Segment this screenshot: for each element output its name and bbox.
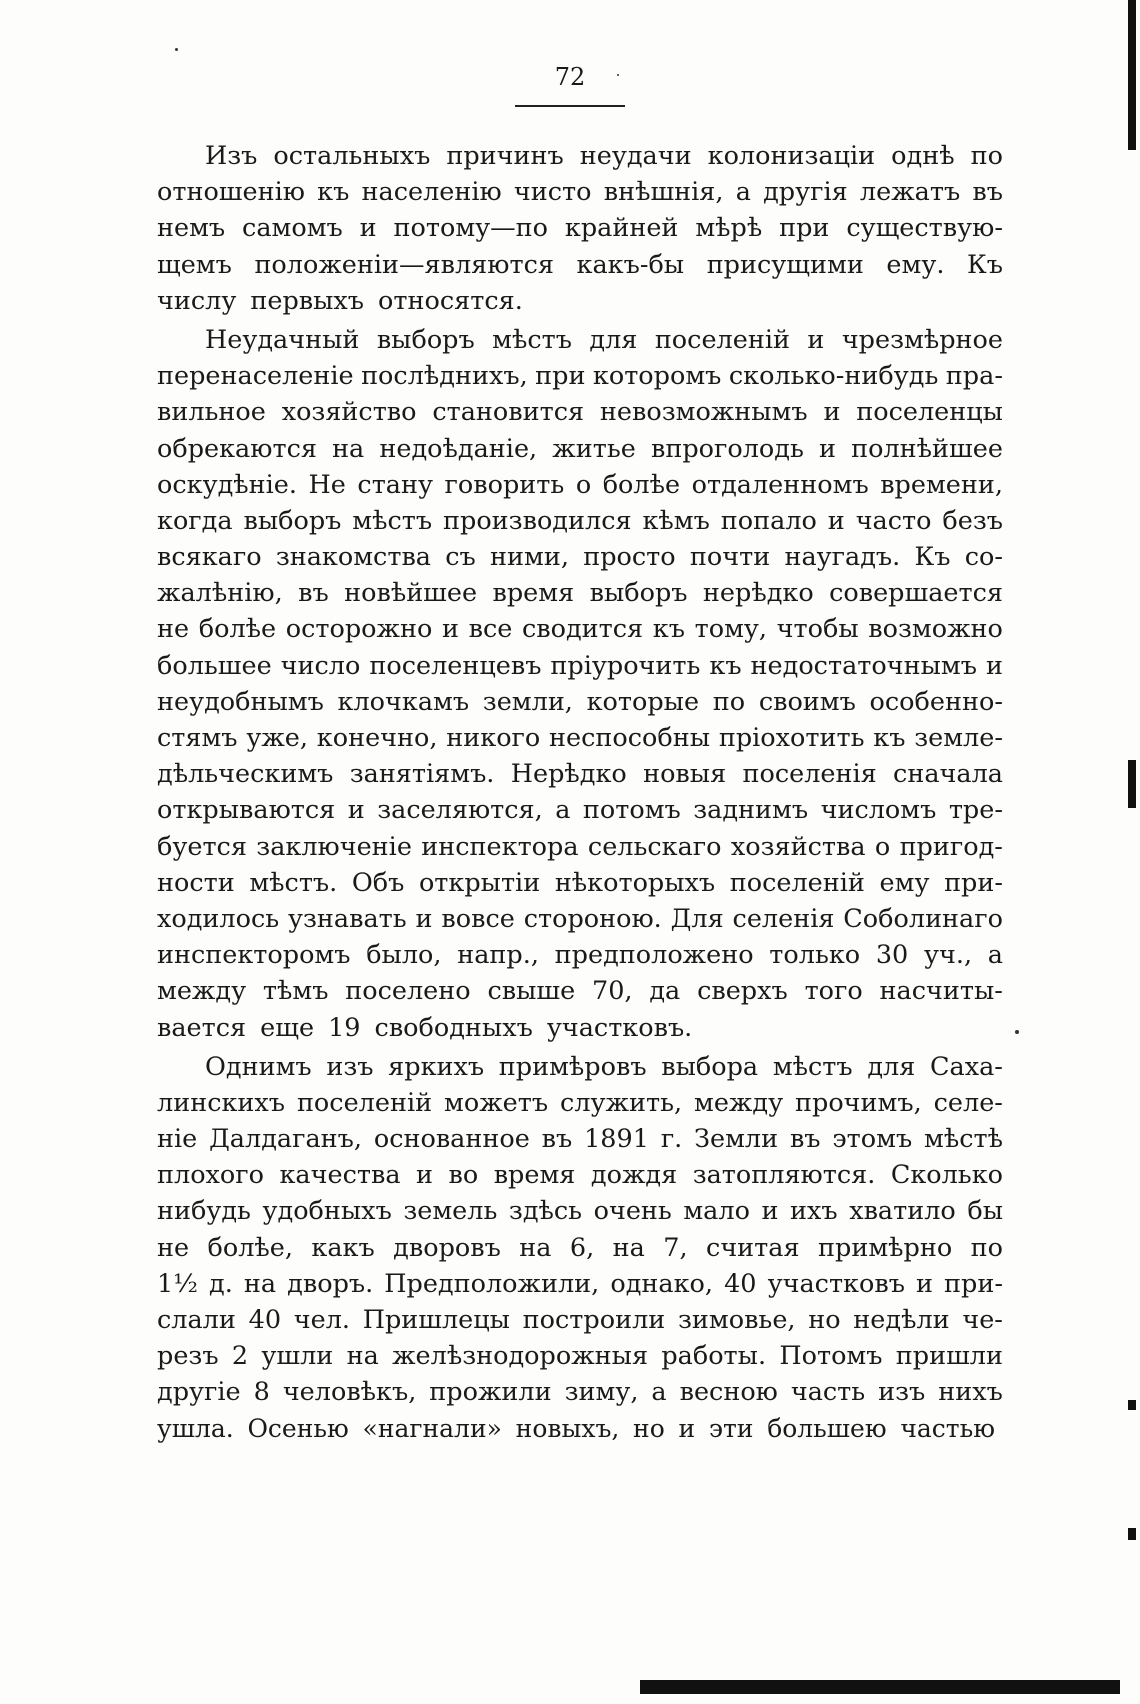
page-number: 72 <box>554 63 586 91</box>
text-line: дѣльческимъ занятіямъ. Нерѣдко новыя поселенія сначала <box>157 759 1003 790</box>
text-line: Изъ остальныхъ причинъ неудачи колонизаціи однѣ по <box>205 141 1003 171</box>
text-line: когда выборъ мѣстъ производился кѣмъ попало и часто безъ <box>157 505 1003 536</box>
text-line: Неудачный выборъ мѣстъ для поселеній и чрезмѣрное <box>205 324 1003 355</box>
text-line: немъ самомъ и потому—по крайней мѣрѣ при существую- <box>157 213 1003 244</box>
text-line: неудобнымъ клочкамъ земли, которые по своимъ особенно- <box>157 686 1003 717</box>
paragraph <box>157 138 1003 319</box>
page-number-rule <box>515 105 625 107</box>
paragraph <box>157 322 1003 1046</box>
scan-speck <box>1015 1030 1019 1034</box>
scan-edge-mark <box>1128 1528 1136 1540</box>
text-line: стямъ уже, конечно, никого неспособны пріохотить къ земле- <box>157 723 1003 753</box>
text-line: инспекторомъ было, напр., предположено только 30 уч., а <box>157 940 1003 971</box>
text-line: линскихъ поселеній можетъ служить, между прочимъ, селе- <box>157 1087 1003 1118</box>
text-line: 1½ д. на дворъ. Предположили, однако, 40 участковъ и при- <box>157 1268 1003 1299</box>
text-line: перенаселеніе послѣднихъ, при которомъ сколько-нибудь пра- <box>157 361 1003 392</box>
text-line: числу первыхъ относятся. <box>157 285 523 316</box>
text-line: щемъ положеніи—являются какъ-бы присущими ему. Къ <box>157 249 1003 280</box>
text-line: ушла. Осенью «нагнали» новыхъ, но и эти большею частью <box>157 1413 995 1443</box>
text-line: не болѣе осторожно и все сводится къ тому, чтобы возможно <box>157 614 1003 645</box>
text-line: Однимъ изъ яркихъ примѣровъ выбора мѣстъ для Саха- <box>205 1051 1003 1082</box>
text-line: вильное хозяйство становится невозможнымъ и поселенцы <box>157 397 1003 428</box>
text-line: буется заключеніе инспектора сельскаго хозяйства о пригод- <box>157 831 1003 862</box>
text-line: не болѣе, какъ дворовъ на 6, на 7, считая примѣрно по <box>157 1232 1003 1263</box>
text-line: ности мѣстъ. Объ открытіи нѣкоторыхъ поселеній ему при- <box>157 867 1003 898</box>
body-text <box>157 138 1003 1447</box>
scan-speck <box>175 48 178 51</box>
text-line: между тѣмъ поселено свыше 70, да сверхъ того насчиты- <box>157 976 1003 1007</box>
scan-edge-mark <box>1128 1400 1136 1410</box>
text-line: другіе 8 человѣкъ, прожили зиму, а весною часть изъ нихъ <box>157 1377 1003 1408</box>
text-line: плохого качества и во время дождя затопляются. Сколько <box>157 1160 1003 1191</box>
scan-edge-mark <box>1128 0 1136 150</box>
scan-speck <box>617 74 619 76</box>
text-line: нибудь удобныхъ земель здѣсь очень мало и ихъ хватило бы <box>157 1196 1003 1227</box>
scan-edge-mark <box>1128 760 1136 808</box>
text-line: большее число поселенцевъ пріурочить къ недостаточнымъ и <box>157 650 1003 681</box>
text-line: вается еще 19 свободныхъ участковъ. <box>157 1012 693 1043</box>
text-line: резъ 2 ушли на желѣзнодорожныя работы. Потомъ пришли <box>157 1341 1003 1372</box>
text-line: жалѣнію, въ новѣйшее время выборъ нерѣдко совершается <box>157 578 1003 609</box>
text-line: отношенію къ населенію чисто внѣшнія, а другія лежатъ въ <box>157 177 1003 208</box>
paragraph <box>157 1049 1003 1447</box>
text-line: открываются и заселяются, а потомъ заднимъ числомъ тре- <box>157 795 1003 826</box>
scan-edge-mark <box>640 1680 1120 1694</box>
text-line: слали 40 чел. Пришлецы построили зимовье, но недѣли че- <box>157 1305 1003 1335</box>
text-line: ніе Далдаганъ, основанное въ 1891 г. Земли въ этомъ мѣстѣ <box>157 1124 1003 1155</box>
text-line: оскудѣніе. Не стану говорить о болѣе отдаленномъ времени, <box>157 469 1003 500</box>
text-line: всякаго знакомства съ ними, просто почти наугадъ. Къ со- <box>157 542 1003 573</box>
text-line: ходилось узнавать и вовсе стороною. Для селенія Соболинаго <box>157 903 1003 934</box>
text-line: обрекаются на недоѣданіе, житье впроголодь и полнѣйшее <box>157 433 1003 464</box>
